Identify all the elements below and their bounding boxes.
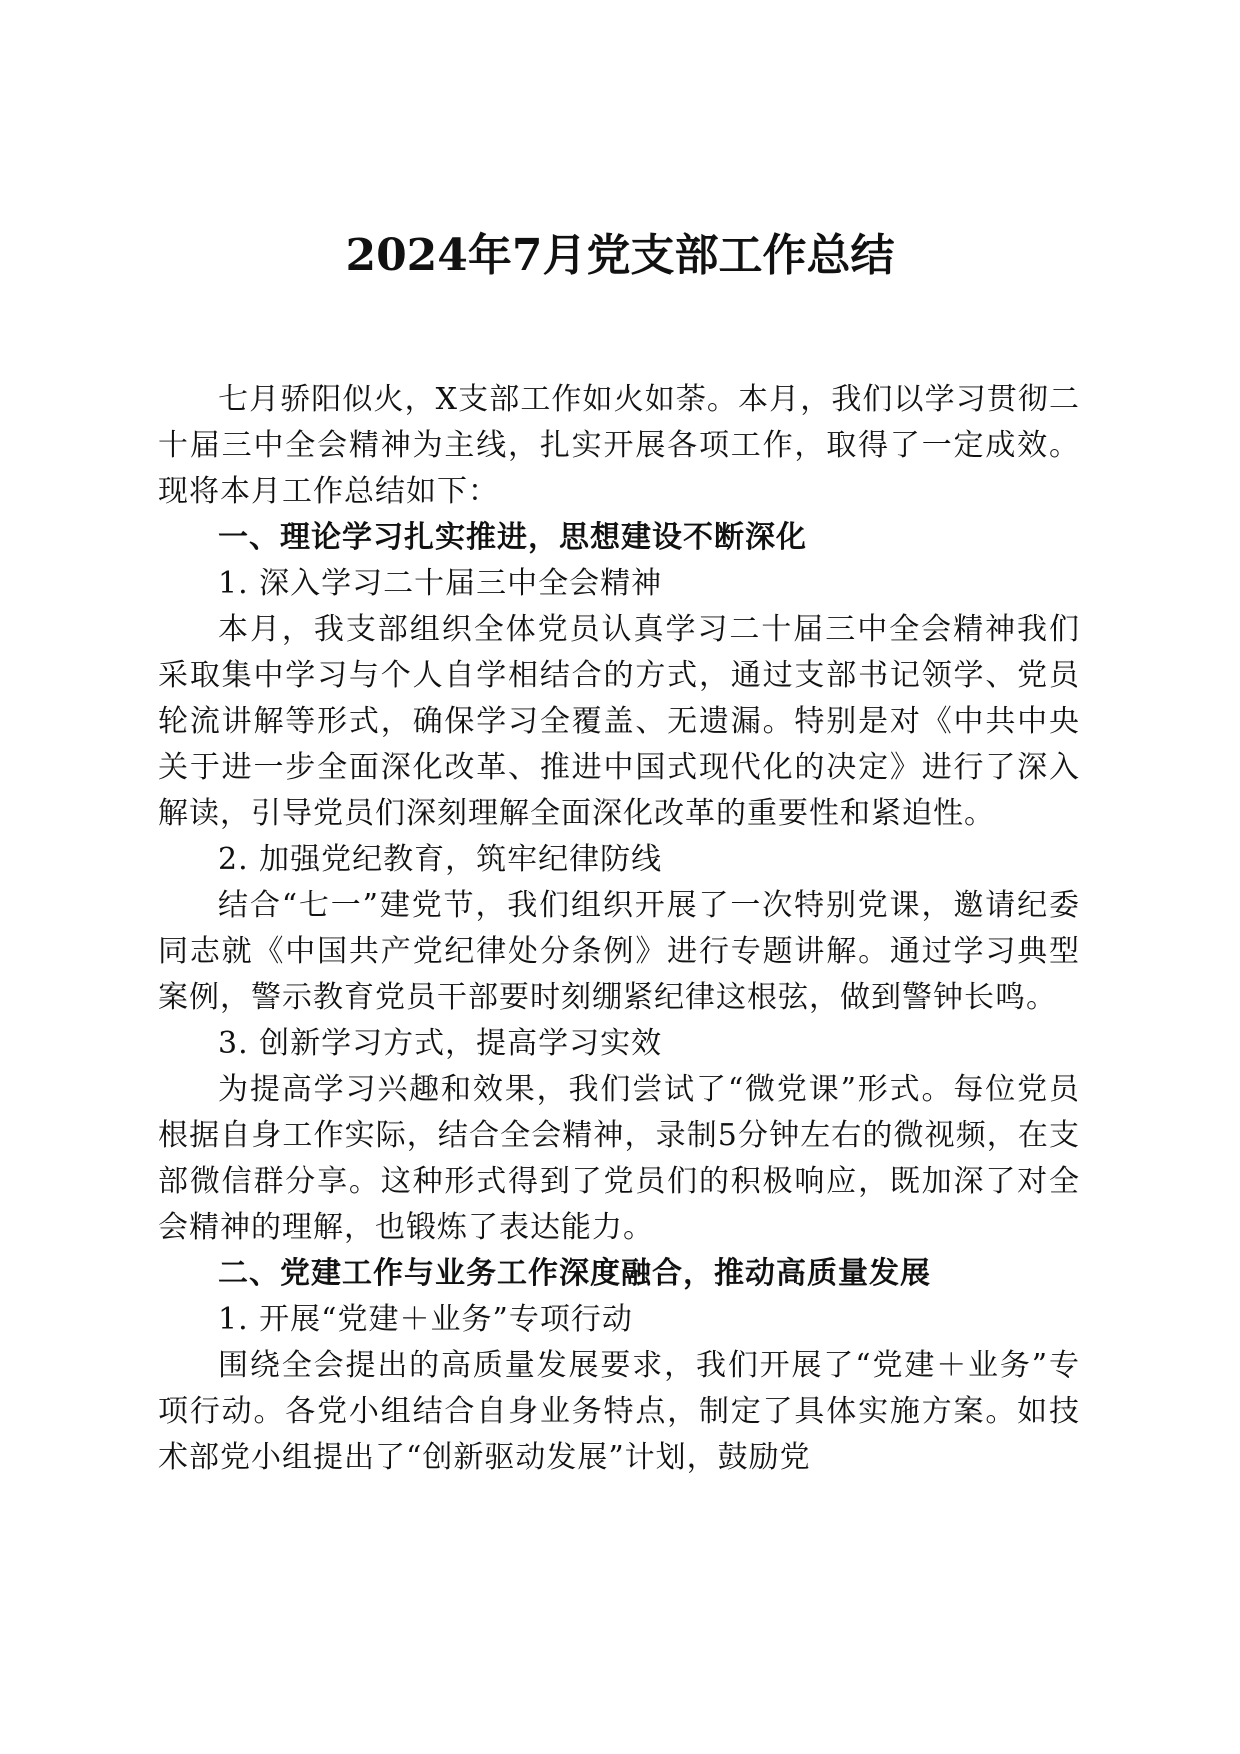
section-2-1-heading: 1. 开展“党建＋业务”专项行动 <box>218 1302 633 1337</box>
intro-paragraph: 七月骄阳似火，X支部工作如火如荼。本月，我们以学习贯彻二十届三中全会精神为主线，扎实开展各项工作，取得了一定成效。现将本月工作总结如下： <box>158 382 1080 509</box>
section-1-3-heading: 3. 创新学习方式，提高学习实效 <box>218 1026 663 1061</box>
document-body <box>158 377 1080 1481</box>
section-1-1-paragraph: 本月，我支部组织全体党员认真学习二十届三中全会精神我们采取集中学习与个人自学相结合的方式，通过支部书记领学、党员轮流讲解等形式，确保学习全覆盖、无遗漏。特别是对《中共中央关于进一步全面深化改革、推进中国式现代化的决定》进行了深入解读，引导党员们深刻理解全面深化改革的重要性和紧迫性。 <box>158 612 1080 831</box>
section-1-3-paragraph: 为提高学习兴趣和效果，我们尝试了“微党课”形式。每位党员根据自身工作实际，结合全会精神，录制5分钟左右的微视频，在支部微信群分享。这种形式得到了党员们的积极响应，既加深了对全会精神的理解，也锻炼了表达能力。 <box>158 1072 1080 1245</box>
section-1-2-heading: 2. 加强党纪教育，筑牢纪律防线 <box>218 842 663 877</box>
section-1-2-paragraph: 结合“七一”建党节，我们组织开展了一次特别党课，邀请纪委同志就《中国共产党纪律处分条例》进行专题讲解。通过学习典型案例，警示教育党员干部要时刻绷紧纪律这根弦，做到警钟长鸣。 <box>158 888 1080 1015</box>
section-2-heading: 二、党建工作与业务工作深度融合，推动高质量发展 <box>218 1256 931 1291</box>
section-2-1-paragraph: 围绕全会提出的高质量发展要求，我们开展了“党建＋业务”专项行动。各党小组结合自身业务特点，制定了具体实施方案。如技术部党小组提出了“创新驱动发展”计划，鼓励党 <box>158 1348 1080 1475</box>
section-1-1-heading: 1. 深入学习二十届三中全会精神 <box>218 566 663 601</box>
document-title: 2024年7月党支部工作总结 <box>345 230 895 281</box>
section-1-heading: 一、理论学习扎实推进，思想建设不断深化 <box>218 520 807 555</box>
